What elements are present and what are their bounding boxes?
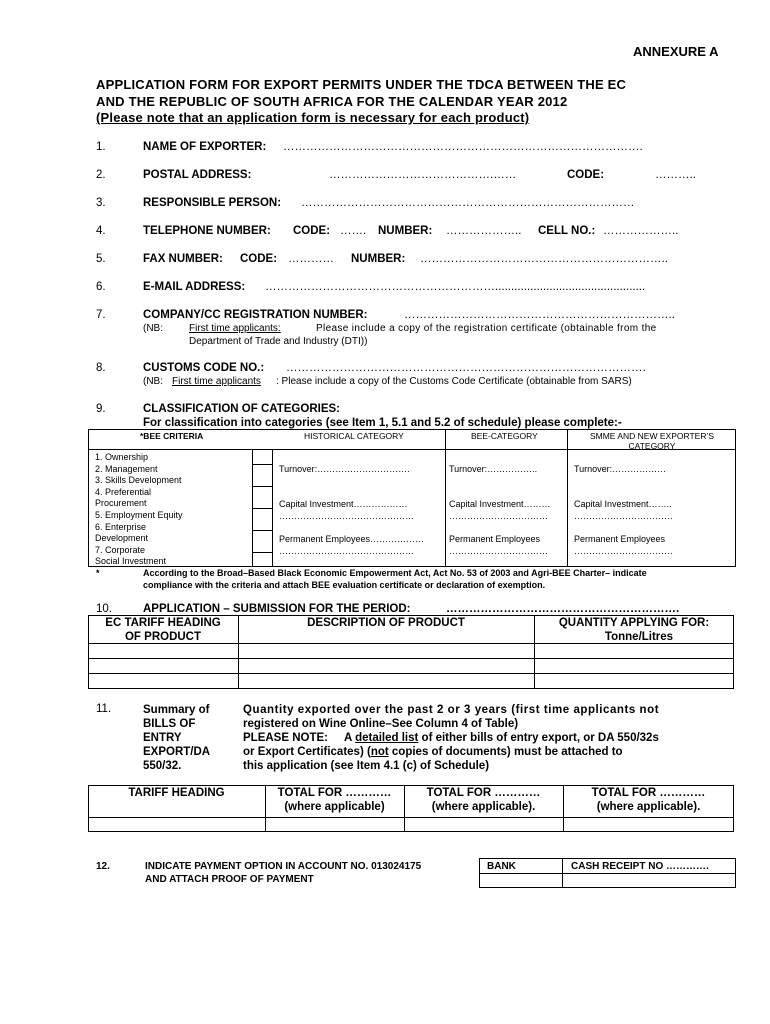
header-description: DESCRIPTION OF PRODUCT xyxy=(307,617,465,629)
item-number-3: 3. xyxy=(96,197,106,209)
bills-text: of either bills of entry export, or DA 550/32s xyxy=(421,732,659,744)
bills-instruction-line: registered on Wine Online–See Column 4 of Table) xyxy=(243,718,519,730)
header-total-1: TOTAL FOR ………… xyxy=(277,787,392,799)
tariff-table-row-line xyxy=(88,817,734,818)
bills-of-entry-label xyxy=(143,703,210,773)
product-table-row-line xyxy=(88,643,734,644)
footnote-star: * xyxy=(96,568,100,578)
telephone-code-label: CODE: xyxy=(293,225,331,237)
item-number-11: 11. xyxy=(96,703,112,715)
customs-note-prefix: (NB: xyxy=(143,376,163,387)
historical-capital-field[interactable]: Capital Investment……………… xyxy=(279,499,408,509)
bills-instruction-line xyxy=(243,745,659,759)
bee-criterion: 5. Employment Equity xyxy=(95,509,183,520)
email-address-field[interactable]: ……………………………………………………............................................... xyxy=(265,281,646,293)
item-number-9: 9. xyxy=(96,403,106,415)
bee-criterion: Procurement xyxy=(95,498,147,509)
header-total-3: TOTAL FOR ………… xyxy=(591,787,706,799)
bills-text: or Export Certificates) ( xyxy=(243,746,371,758)
header-total-2-note: (where applicable). xyxy=(431,801,536,813)
smme-capital-field[interactable]: Capital Investment…….. xyxy=(574,499,672,509)
bee-header-smme: SMME AND NEW EXPORTER’S CATEGORY xyxy=(589,431,715,451)
postal-code-label: CODE: xyxy=(567,169,605,181)
customs-code-label: CUSTOMS CODE NO.: xyxy=(143,362,265,374)
registration-number-label: COMPANY/CC REGISTRATION NUMBER: xyxy=(143,309,368,321)
customs-code-field[interactable]: …………………………………………………………………………………. xyxy=(286,362,646,374)
bee-table-divider xyxy=(445,429,446,567)
telephone-code-field[interactable]: ……. xyxy=(340,225,367,237)
not-text: not xyxy=(370,746,389,758)
item-number-7: 7. xyxy=(96,309,106,321)
bee-checkbox-line xyxy=(252,464,272,465)
fax-number-sub-label: NUMBER: xyxy=(351,253,406,265)
registration-note-prefix: (NB: xyxy=(143,323,163,334)
name-of-exporter-field[interactable]: …………………………………………………………………………………. xyxy=(283,141,643,153)
form-title-line1: APPLICATION FORM FOR EXPORT PERMITS UNDER THE TDCA BETWEEN THE EC xyxy=(96,77,627,92)
bee-criterion: 2. Management xyxy=(95,463,158,474)
historical-employees-dots[interactable]: ……………………………………… xyxy=(279,546,414,556)
postal-address-label: POSTAL ADDRESS: xyxy=(143,169,252,181)
bee-criterion: 4. Preferential xyxy=(95,486,152,497)
bee-capital-dots[interactable]: …………………………… xyxy=(449,511,548,521)
bills-label-line: BILLS OF xyxy=(143,718,196,730)
name-of-exporter-label: NAME OF EXPORTER: xyxy=(143,141,267,153)
item-number-4: 4. xyxy=(96,225,106,237)
bills-instructions xyxy=(243,703,659,773)
header-ec-tariff: EC TARIFF HEADING xyxy=(105,617,221,629)
product-table-row-line xyxy=(88,673,734,674)
fax-code-field[interactable]: ………… xyxy=(288,253,334,265)
customs-note-first-time: First time applicants xyxy=(172,376,261,387)
telephone-number-sub-label: NUMBER: xyxy=(378,225,433,237)
customs-note-text: : Please include a copy of the Customs Code Certificate (obtainable from SARS) xyxy=(276,376,632,387)
submission-period-field[interactable]: ……………………………………………………. xyxy=(446,603,680,615)
registration-note-line2: Department of Trade and Industry (DTI)) xyxy=(189,336,368,347)
form-title-line2: AND THE REPUBLIC OF SOUTH AFRICA FOR THE CALENDAR YEAR 2012 xyxy=(96,94,568,109)
annexure-label: ANNEXURE A xyxy=(633,44,719,59)
submission-period-label: APPLICATION – SUBMISSION FOR THE PERIOD: xyxy=(143,603,411,615)
item-number-12: 12. xyxy=(96,861,110,872)
item-number-5: 5. xyxy=(96,253,106,265)
footnote-line2: compliance with the criteria and attach BEE evaluation certificate or declaration of exemption. xyxy=(143,580,546,590)
postal-code-field[interactable]: ……….. xyxy=(655,169,696,181)
fax-code-label: CODE: xyxy=(240,253,278,265)
bills-text: copies of documents) must be attached to xyxy=(391,746,623,758)
bills-label-line: Summary of xyxy=(143,704,210,716)
bee-employees-dots[interactable]: …………………………… xyxy=(449,546,548,556)
cell-number-field[interactable]: ……………….. xyxy=(603,225,679,237)
bills-label-line: ENTRY xyxy=(143,732,182,744)
bills-instruction-line: Quantity exported over the past 2 or 3 years (first time applicants not xyxy=(243,704,660,716)
bee-table-divider xyxy=(272,449,273,567)
bills-text: A xyxy=(343,732,352,744)
header-total-3-note: (where applicable). xyxy=(596,801,701,813)
bee-checkbox-line xyxy=(252,486,272,487)
bills-instruction-line: this application (see Item 4.1 (c) of Schedule) xyxy=(243,760,490,772)
registration-note-first-time: First time applicants: xyxy=(189,323,281,334)
smme-employees-field[interactable]: Permanent Employees xyxy=(574,534,666,544)
bee-criterion: 6. Enterprise xyxy=(95,521,147,532)
bills-label-line: 550/32. xyxy=(143,760,182,772)
bee-header-bee: BEE-CATEGORY xyxy=(471,431,538,441)
historical-capital-dots[interactable]: ……………………………………… xyxy=(279,511,414,521)
item-number-8: 8. xyxy=(96,362,106,374)
bills-label-line: EXPORT/DA xyxy=(143,746,211,758)
bee-criterion: 7. Corporate xyxy=(95,544,146,555)
item-number-6: 6. xyxy=(96,281,106,293)
header-total-2: TOTAL FOR ………… xyxy=(426,787,541,799)
smme-capital-dots[interactable]: …………………………… xyxy=(574,511,673,521)
bee-turnover-field[interactable]: Turnover:…………….. xyxy=(449,464,538,474)
payment-option-line1: INDICATE PAYMENT OPTION IN ACCOUNT NO. 013024175 xyxy=(145,861,422,872)
bee-checkbox-line xyxy=(252,552,272,553)
bank-option[interactable]: BANK xyxy=(487,861,516,872)
postal-address-field[interactable]: …………………………………….…… xyxy=(329,169,517,181)
header-tariff-heading: TARIFF HEADING xyxy=(128,787,225,799)
product-table-row-line xyxy=(88,658,734,659)
bee-table-divider xyxy=(567,429,568,567)
historical-turnover-field[interactable]: Turnover:…………………………. xyxy=(279,464,410,474)
form-title-note: (Please note that an application form is necessary for each product) xyxy=(96,110,530,125)
bee-checkbox-line xyxy=(252,530,272,531)
please-note-label: PLEASE NOTE: xyxy=(243,732,328,744)
telephone-number-field[interactable]: ……………….. xyxy=(446,225,522,237)
smme-turnover-field[interactable]: Turnover:……………… xyxy=(574,464,667,474)
bee-criterion: Development xyxy=(95,533,149,544)
detailed-list-text: detailed list xyxy=(355,732,419,744)
footnote-line1: According to the Broad–Based Black Economic Empowerment Act, Act No. 53 of 2003 and Agri-BEE Charter– indicate xyxy=(143,568,647,578)
payment-option-line2: AND ATTACH PROOF OF PAYMENT xyxy=(145,874,314,885)
header-ec-tariff-line2: OF PRODUCT xyxy=(124,631,202,643)
item-number-10: 10. xyxy=(96,603,112,615)
historical-employees-field[interactable]: Permanent Employees……………… xyxy=(279,534,425,544)
bee-header-historical: HISTORICAL CATEGORY xyxy=(304,431,404,441)
bee-capital-field[interactable]: Capital Investment……… xyxy=(449,499,551,509)
bee-criteria-list xyxy=(95,452,183,568)
bee-criterion: 1. Ownership xyxy=(95,452,149,462)
bee-header-criteria: *BEE CRITERIA xyxy=(140,431,204,441)
item-number-1: 1. xyxy=(96,141,106,153)
bee-checkbox-line xyxy=(252,508,272,509)
bee-criterion: Social Investment xyxy=(95,556,167,567)
smme-employees-dots[interactable]: …………………………… xyxy=(574,546,673,556)
classification-label: CLASSIFICATION OF CATEGORIES: xyxy=(143,403,340,415)
header-quantity-unit: Tonne/Litres xyxy=(604,631,674,643)
bills-instruction-line xyxy=(243,731,659,745)
header-total-1-note: (where applicable) xyxy=(284,801,385,813)
fax-number-field[interactable]: ……………………………………………………….. xyxy=(420,253,668,265)
cell-number-label: CELL NO.: xyxy=(538,225,596,237)
payment-option-row-line xyxy=(479,873,736,874)
email-address-label: E-MAIL ADDRESS: xyxy=(143,281,246,293)
cash-receipt-option[interactable]: CASH RECEIPT NO …………. xyxy=(571,861,709,872)
header-quantity: QUANTITY APPLYING FOR: xyxy=(558,617,710,629)
responsible-person-field[interactable]: …………………………………………………………………………… xyxy=(301,197,635,209)
classification-instructions: For classification into categories (see Item 1, 5.1 and 5.2 of schedule) please complete:- xyxy=(143,417,622,429)
item-number-2: 2. xyxy=(96,169,106,181)
registration-note-text: Please include a copy of the registration certificate (obtainable from the xyxy=(316,323,657,334)
bee-employees-field[interactable]: Permanent Employees xyxy=(449,534,541,544)
responsible-person-label: RESPONSIBLE PERSON: xyxy=(143,197,282,209)
telephone-number-label: TELEPHONE NUMBER: xyxy=(143,225,271,237)
fax-number-label: FAX NUMBER: xyxy=(143,253,223,265)
bee-criterion: 3. Skills Development xyxy=(95,475,182,486)
registration-number-field[interactable]: …………………………………………………………….. xyxy=(404,309,675,321)
